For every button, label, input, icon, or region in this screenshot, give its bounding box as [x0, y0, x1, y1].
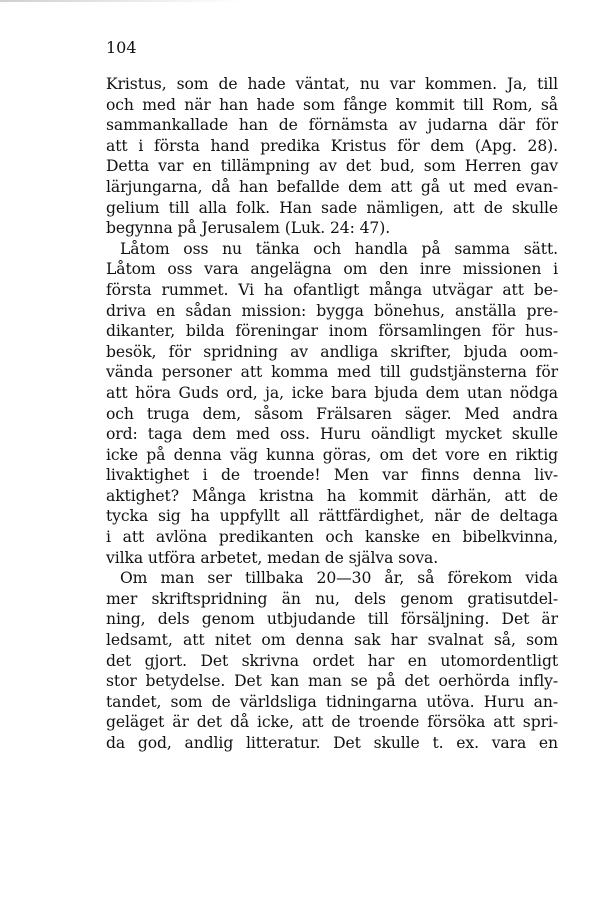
text-line: dikanter, bilda föreningar inom församlingen för hus- — [106, 322, 558, 341]
text-line: i att avlöna predikanten och kanske en bibelkvinna, — [106, 528, 558, 547]
text-line: det gjort. Det skrivna ordet har en utomordentligt — [106, 651, 558, 670]
text-line: da god, andlig litteratur. Det skulle t. ex. vara en — [106, 734, 558, 752]
text-line: första rummet. Vi ha ofantligt många utvägar att be- — [106, 280, 558, 299]
text-line: aktighet? Många kristna ha kommit därhän, att de — [106, 486, 558, 505]
text-line: att höra Guds ord, ja, icke bara bjuda dem utan nödga — [106, 383, 558, 402]
text-line: gelium till alla folk. Han sade nämligen, att de skulle — [106, 198, 558, 217]
text-line: Om man ser tillbaka 20—30 år, så förekom vida — [120, 569, 558, 588]
text-line: ning, dels genom utbjudande till försäljning. Det är — [106, 610, 558, 629]
text-line: stor betydelse. Det kan man se på det oerhörda infly- — [106, 672, 558, 691]
scan-edge — [0, 0, 608, 2]
text-line: begynna på Jerusalem (Luk. 24: 47). — [106, 219, 391, 238]
text-line: Kristus, som de hade väntat, nu var kommen. Ja, till — [106, 75, 558, 93]
text-line: Låtom oss vara angelägna om den inre missionen i — [106, 260, 558, 279]
text-line: mer skriftspridning än nu, dels genom gratisutdel- — [106, 589, 558, 608]
text-line: och med när han hade som fånge kommit till Rom, så — [106, 95, 558, 114]
text-line: tandet, som de världsliga tidningarna utöva. Huru an- — [106, 692, 558, 711]
text-line: lärjungarna, då han befallde dem att gå ut med evan- — [106, 177, 558, 196]
text-line: vilka utföra arbetet, medan de själva sova. — [106, 548, 439, 567]
text-line: att i första hand predika Kristus för dem (Apg. 28). — [106, 136, 558, 155]
body-text — [106, 74, 558, 754]
text-line: geläget är det då icke, att de troende försöka att spri- — [106, 713, 558, 732]
text-line: Detta var en tillämpning av det bud, som Herren gav — [106, 157, 558, 176]
text-line: Låtom oss nu tänka och handla på samma sätt. — [120, 239, 558, 258]
text-line: besök, för spridning av andliga skrifter, bjuda oom- — [106, 342, 558, 361]
text-line: icke på denna väg kunna göras, om det vore en riktig — [106, 445, 558, 464]
text-line: livaktighet i de troende! Men var finns denna liv- — [106, 466, 558, 485]
text-line: driva en sådan mission: bygga bönehus, anställa pre- — [106, 301, 558, 320]
text-line: vända personer att komma med till gudstjänsterna för — [106, 363, 558, 382]
text-line: sammankallade han de förnämsta av judarna där för — [106, 116, 558, 135]
page-number: 104 — [106, 38, 137, 57]
text-line: och truga dem, såsom Frälsaren säger. Med andra — [106, 404, 558, 423]
text-line: tycka sig ha uppfyllt all rättfärdighet, när de deltaga — [106, 507, 558, 526]
text-line: ledsamt, att nitet om denna sak har svalnat så, som — [106, 631, 558, 650]
text-line: ord: taga dem med oss. Huru oändligt mycket skulle — [106, 425, 558, 444]
